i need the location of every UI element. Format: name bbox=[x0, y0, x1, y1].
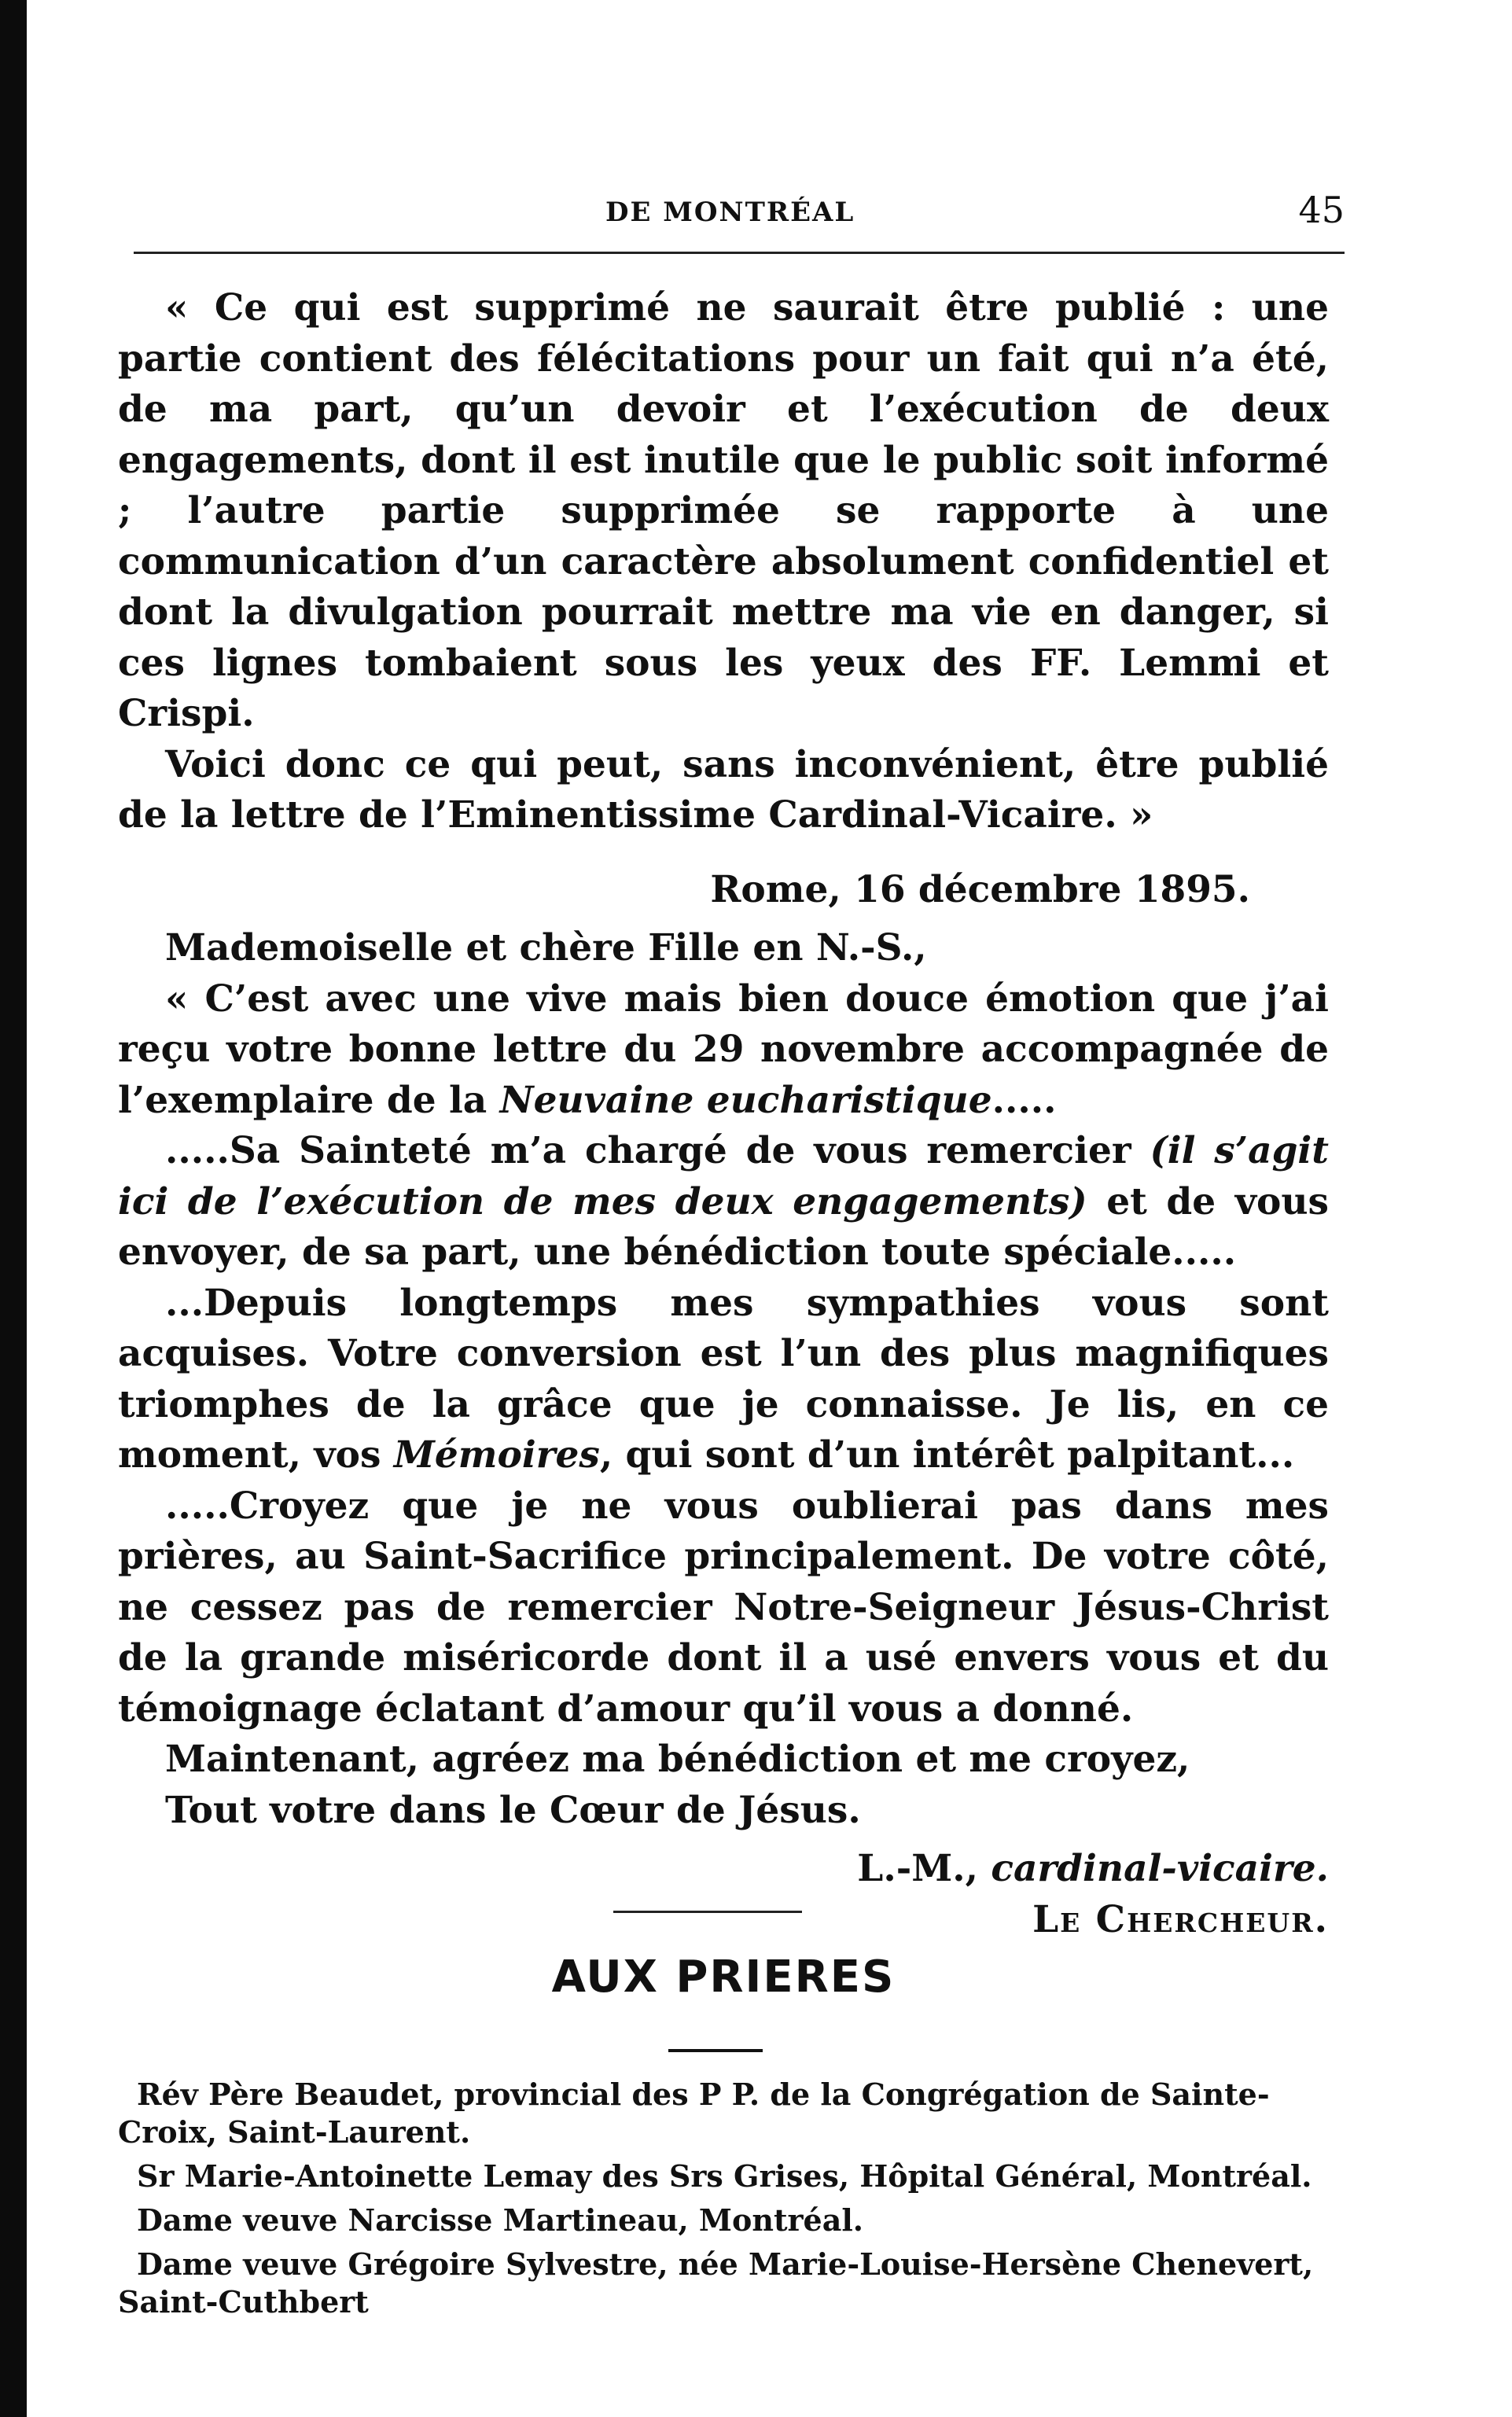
memoires-title: Mémoires bbox=[393, 1433, 600, 1477]
letter-paragraph-emotion bbox=[118, 974, 1329, 1127]
page-binding-edge bbox=[0, 0, 27, 2417]
running-title: DE MONTRÉAL bbox=[605, 197, 855, 228]
letter-paragraph-prayers: .....Croyez que je ne vous oublierai pas dans mes prières, au Saint-Sacrifice principalement. De votre côté, ne cessez pas de remercier Notre-Seigneur Jésus-Christ de la grande miséricorde dont il a usé envers vous et du témoignage éclatant d’amour qu’il vous a donné. bbox=[118, 1484, 1329, 1731]
letter-date: Rome, 16 décembre 1895. bbox=[710, 867, 1250, 911]
letter-paragraph-blessing-end: et de vous envoyer, de sa part, une bénédiction toute spéciale..... bbox=[118, 1179, 1329, 1274]
letter-closing-1: Maintenant, agréez ma bénédiction et me croyez, bbox=[165, 1738, 1190, 1781]
heading-rule bbox=[668, 2049, 763, 2052]
section-separator bbox=[613, 1911, 802, 1913]
letter-paragraph-emotion-text: « C’est avec une vive mais bien douce émotion que j’ai reçu votre bonne lettre du 29 novembre accompagnée de l’exemplaire de la bbox=[118, 977, 1329, 1122]
letter-paragraph-blessing-text: .....Sa Sainteté m’a chargé de vous remercier bbox=[165, 1129, 1131, 1172]
letter-salutation: Mademoiselle et chère Fille en N.-S., bbox=[165, 926, 927, 969]
section-heading: AUX PRIERES bbox=[551, 1952, 896, 2003]
engagements-note: (il s’agit ici de l’exécution de mes deux engagements) bbox=[118, 1129, 1329, 1223]
list-item: Dame veuve Narcisse Martineau, Montréal. bbox=[137, 2202, 863, 2238]
page-header bbox=[118, 189, 1345, 236]
signature-initials: L.-M., bbox=[857, 1847, 978, 1890]
letter-paragraph-conversion bbox=[118, 1278, 1329, 1481]
letter-paragraph-blessing bbox=[118, 1126, 1329, 1278]
list-item: Rév Père Beaudet, provincial des P P. de la Congrégation de Sainte-Croix, Saint-Laurent. bbox=[118, 2077, 1270, 2150]
letter-paragraph-emotion-end: ..... bbox=[991, 1078, 1057, 1122]
header-rule bbox=[134, 252, 1345, 254]
neuvaine-title: Neuvaine eucharistique bbox=[499, 1078, 992, 1122]
body-text bbox=[118, 283, 1329, 1945]
list-item: Dame veuve Grégoire Sylvestre, née Marie-Louise-Hersène Chenevert, Saint-Cuthbert bbox=[118, 2246, 1314, 2320]
letter-paragraph-conversion-end: , qui sont d’un intérêt palpitant... bbox=[599, 1433, 1295, 1477]
list-item: Sr Marie-Antoinette Lemay des Srs Grises, Hôpital Général, Montréal. bbox=[137, 2158, 1312, 2194]
book-page bbox=[118, 0, 1345, 2417]
page-number: 45 bbox=[1298, 189, 1345, 231]
letter-paragraph-conversion-text: ...Depuis longtemps mes sympathies vous sont acquises. Votre conversion est l’un des plus magnifiques triomphes de la grâce que je connaisse. Je lis, en ce moment, vos bbox=[118, 1281, 1329, 1477]
signature-title: cardinal-vicaire. bbox=[991, 1847, 1329, 1890]
letter-signature bbox=[118, 1844, 1329, 1895]
prayer-list bbox=[118, 2076, 1329, 2327]
paragraph-suppressed: « Ce qui est supprimé ne saurait être publié : une partie contient des félécitations pour un fait qui n’a été, de ma part, qu’un devoir et l’exécution de deux engagements, dont il est inutile que le public soit informé ; l’autre partie supprimée se rapporte à une communication d’un caractère absolument confidentiel et dont la divulgation pourrait mettre ma vie en danger, si ces lignes tombaient sous les yeux des FF. Lemmi et Crispi. bbox=[118, 286, 1329, 735]
article-author: Le Chercheur. bbox=[1032, 1897, 1329, 1941]
letter-closing-2: Tout votre dans le Cœur de Jésus. bbox=[165, 1788, 861, 1832]
paragraph-publishable: Voici donc ce qui peut, sans inconvénient, être publié de la lettre de l’Eminentissime Cardinal-Vicaire. » bbox=[118, 742, 1329, 837]
